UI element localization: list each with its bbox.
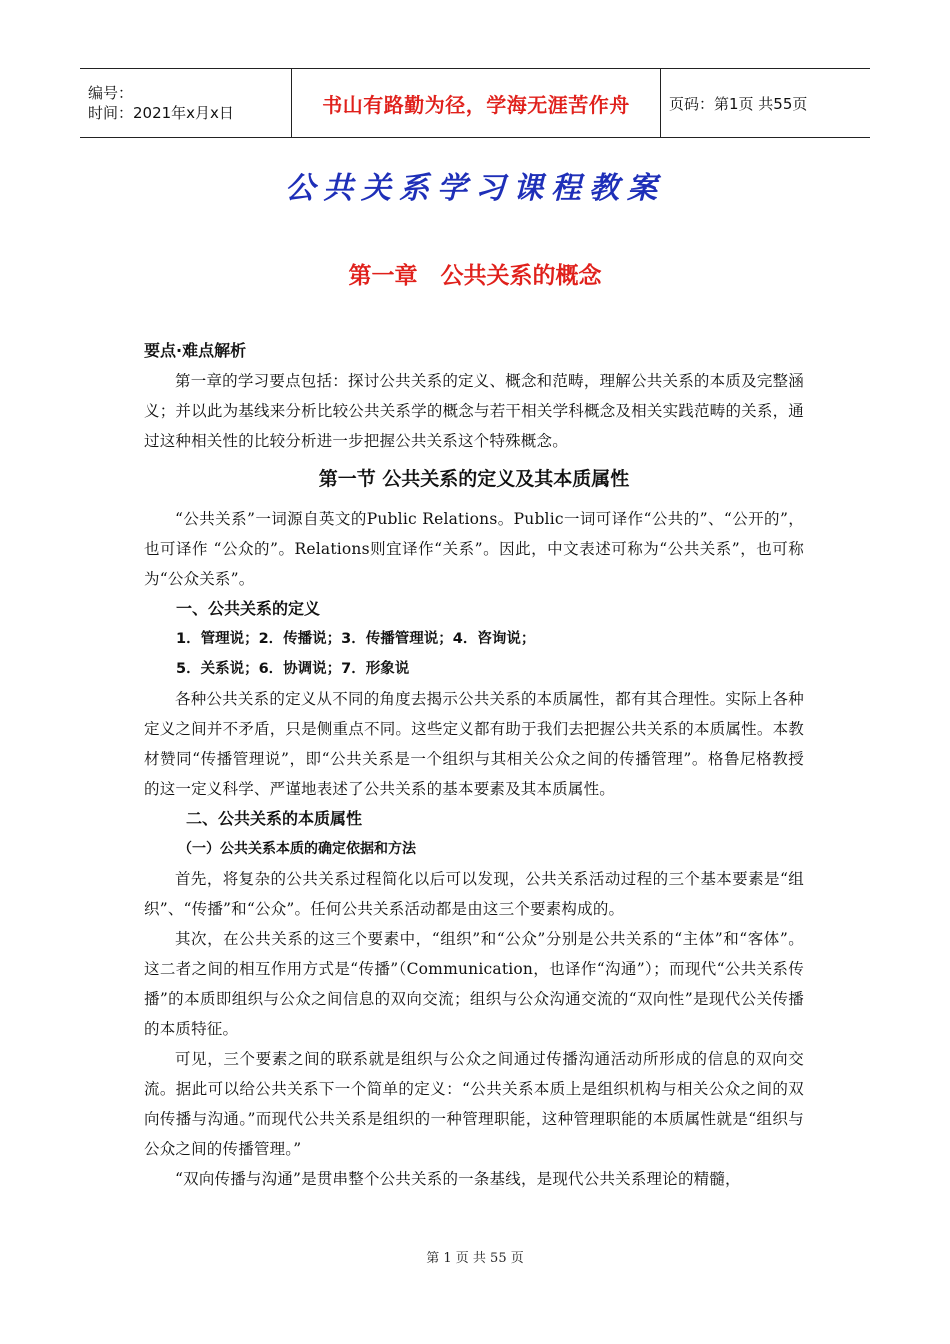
time-label: 时间：2021年x月x日 <box>88 104 234 122</box>
page-info: 页码：第1页 共55页 <box>669 94 808 113</box>
definition-list-line-2: 5．关系说；6．协调说；7．形象说 <box>176 661 410 677</box>
document-body <box>144 336 804 1194</box>
page-footer: 第 1 页 共 55 页 <box>426 1251 524 1266</box>
header-motto-cell <box>291 69 661 137</box>
paragraph-third: 可见，三个要素之间的联系就是组织与公众之间通过传播沟通活动所形成的信息的双向交流。据此可以给公共关系下一个简单的定义：“公共关系本质上是组织机构与相关公众之间的双向传播与沟通。”而现代公共关系是组织的一种管理职能，这种管理职能的本质属性就是“组织与公众之间的传播管理。” <box>144 1050 804 1158</box>
subsection-definition-title: 一、公共关系的定义 <box>176 599 321 618</box>
paragraph-first: 首先，将复杂的公共关系过程简化以后可以发现，公共关系活动过程的三个基本要素是“组织”、“传播”和“公众”。任何公共关系活动都是由这三个要素构成的。 <box>144 870 804 918</box>
section-title: 第一节 公共关系的定义及其本质属性 <box>318 468 630 490</box>
intro-paragraph: “公共关系”一词源自英文的Public Relations。Public一词可译作“公共的”、“公开的”，也可译作 “公众的”。Relations则宜译作“关系”。因此，中文表述可称为“公共关系”，也可称为“公众关系”。 <box>144 510 804 588</box>
paragraph-second: 其次，在公共关系的这三个要素中，“组织”和“公众”分别是公共关系的“主体”和“客体”。这二者之间的相互作用方式是“传播”（Communication，也译作“沟通”）；而现代“公共关系传播”的本质即组织与公众之间信息的双向交流；组织与公众沟通交流的“双向性”是现代公关传播的本质特征。 <box>144 930 804 1038</box>
document-title: 公共关系学习课程教案 <box>285 171 665 206</box>
definition-paragraph: 各种公共关系的定义从不同的角度去揭示公共关系的本质属性，都有其合理性。实际上各种定义之间并不矛盾，只是侧重点不同。这些定义都有助于我们去把握公共关系的本质属性。本教材赞同“传播管理说”，即“公共关系是一个组织与其相关公众之间的传播管理”。格鲁尼格教授的这一定义科学、严谨地表述了公共关系的基本要素及其本质属性。 <box>144 690 804 798</box>
header-meta <box>80 69 291 137</box>
chapter-title: 第一章 公共关系的概念 <box>348 263 602 289</box>
number-label: 编号： <box>88 84 134 102</box>
header-page-info <box>661 69 870 137</box>
key-points-heading: 要点·难点解析 <box>144 341 247 360</box>
key-points-paragraph: 第一章的学习要点包括：探讨公共关系的定义、概念和范畴，理解公共关系的本质及完整涵义；并以此为基线来分析比较公共关系学的概念与若干相关学科概念及相关实践范畴的关系，通过这种相关性的比较分析进一步把握公共关系这个特殊概念。 <box>144 372 804 450</box>
header-table <box>80 68 870 138</box>
subsection-basis-title: （一）公共关系本质的确定依据和方法 <box>178 841 416 857</box>
subsection-essence-title: 二、公共关系的本质属性 <box>186 809 363 828</box>
paragraph-fourth: “双向传播与沟通”是贯串整个公共关系的一条基线，是现代公共关系理论的精髓， <box>175 1170 741 1188</box>
definition-list-line-1: 1．管理说；2．传播说；3．传播管理说；4．咨询说； <box>176 631 536 647</box>
motto: 书山有路勤为径，学海无涯苦作舟 <box>322 92 630 117</box>
